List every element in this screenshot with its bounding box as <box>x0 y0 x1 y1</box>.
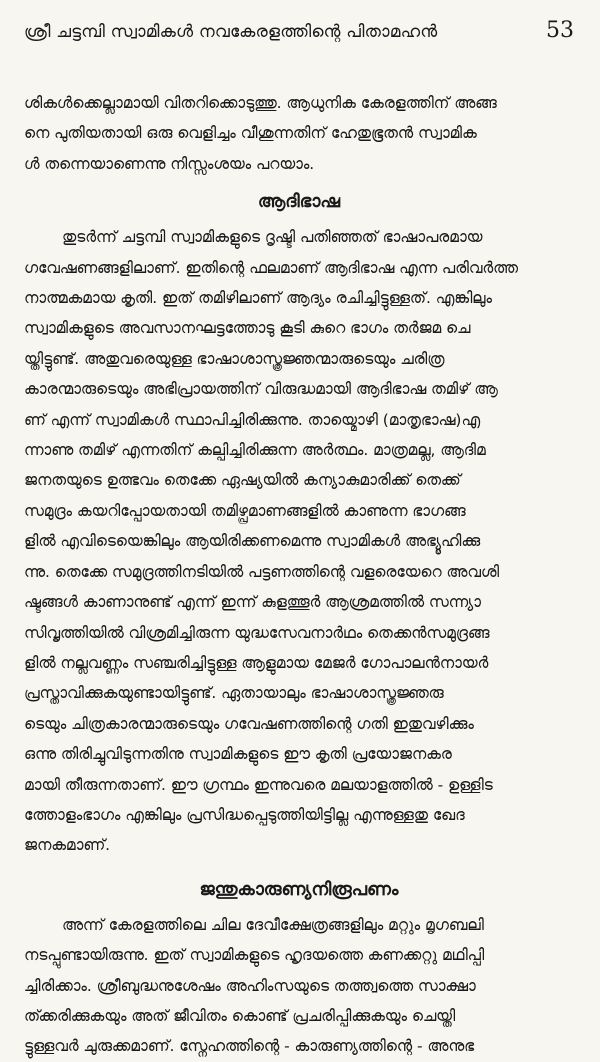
text-line: ത്തോളംഭാഗം എങ്കിലും പ്രസിദ്ധപ്പെടുത്തിയിട്ടില്ല എന്നുള്ളതു ഖേദ <box>24 805 465 824</box>
text-line: ജനതയുടെ ഉത്ഭവം തെക്കേ ഏഷ്യയിൽ കന്യാകുമാരിക്ക് തെക്ക് <box>24 471 461 490</box>
text-line: ത്ക്കരിക്കുകയും അത് ജീവിതം കൊണ്ട് പ്രചരിപ്പിക്കുകയും ചെയ്തി <box>24 1006 456 1025</box>
text-line: ജനകമാണ്. <box>24 836 111 855</box>
text-line: ച്ചിരിക്കാം. ശ്രീബുദ്ധനുശേഷം അഹിംസയുടെ തത്ത്വത്തെ സാക്ഷാ <box>24 976 476 995</box>
text-line: നടപ്പുണ്ടായിരുന്നു. ഇത് സ്വാമികളുടെ ഹൃദയത്തെ കണക്കറ്റു മഥിപ്പി <box>24 946 485 965</box>
text-line: ന്നാണു തമിഴ് എന്നതിന് കല്പിച്ചിരിക്കുന്ന അർത്ഥം. മാത്രമല്ല, ആദിമ <box>24 441 486 460</box>
text-line: ട്ടുള്ളവർ ചുരുക്കമാണ്. സ്നേഹത്തിന്റെ - കാരുണ്യത്തിന്റെ - അനുഭ <box>24 1037 475 1056</box>
text-line: ളിൽ എവിടെയെങ്കിലും ആയിരിക്കണമെന്നു സ്വാമികൾ അഭ്യൂഹിക്കു <box>24 532 481 551</box>
paragraph-2 <box>24 222 574 861</box>
text-line: തുടർന്ന് ചട്ടമ്പി സ്വാമികളുടെ ദൃഷ്ടി പതിഞ്ഞത് ഭാഷാപരമായ <box>62 228 483 247</box>
text-line: ഒന്നു തിരിച്ചുവിടുന്നതിനു സ്വാമികളുടെ ഈ കൃതി പ്രയോജനകര <box>24 745 452 764</box>
text-line: ശികൾക്കെല്ലാമായി വിതറിക്കൊടുത്തു. ആധുനിക കേരളത്തിന് അങ്ങ <box>24 94 497 112</box>
section-heading-adibhasha: ആദിഭാഷ <box>257 191 341 213</box>
text-line: കാരന്മാരുടെയും അഭിപ്രായത്തിന് വിരുദ്ധമായി ആദിഭാഷ തമിഴ് ആ <box>24 380 498 399</box>
text-line: ടെയും ചിത്രകാരന്മാരുടെയും ഗവേഷണത്തിന്റെ ഗതി ഇതുവഴിക്കും <box>24 714 474 733</box>
running-title: ശ്രീ ചട്ടമ്പി സ്വാമികൾ നവകേരളത്തിന്റെ പിതാമഹൻ <box>24 22 438 42</box>
paragraph-1 <box>24 88 574 179</box>
paragraph-3 <box>24 910 574 1062</box>
text-line: പ്രസ്താവിക്കുകയുണ്ടായിട്ടുണ്ട്. ഏതായാലും ഭാഷാശാസ്ത്രജ്ഞരു <box>24 684 444 703</box>
text-line: യ്തിട്ടുണ്ട്. അതുവരെയുള്ള ഭാഷാശാസ്ത്രജ്ഞന്മാരുടെയും ചരിത്ര <box>24 349 445 368</box>
text-line: ഗവേഷണങ്ങളിലാണ്. ഇതിന്റെ ഫലമാണ് ആദിഭാഷ എന്ന പരിവർത്ത <box>24 258 518 277</box>
section-heading-jantukarunya: ജന്തുകാരുണ്യനിരൂപണം <box>199 878 399 900</box>
text-line: സിവൃത്തിയിൽ വിശ്രമിച്ചിരുന്ന യുദ്ധസേവനാർഥം തെക്കൻസമുദ്രങ്ങ <box>24 623 490 642</box>
text-line: ന്നു. തെക്കേ സമുദ്രത്തിനടിയിൽ പട്ടണത്തിന്റെ വളരെയേറെ അവശി <box>24 562 500 581</box>
text-line: സ്വാമികളുടെ അവസാനഘട്ടത്തോടു കൂടി കുറെ ഭാഗം തർജമ ചെ <box>24 319 471 338</box>
text-line: ളിൽ നല്ലവണ്ണം സഞ്ചരിച്ചിട്ടുള്ള ആളുമായ മേജർ ഗോപാലൻനായർ <box>24 653 489 672</box>
text-line: ണ് എന്ന് സ്വാമികൾ സ്ഥാപിച്ചിരിക്കുന്നു. തായ്മൊഴി (മാതൃഭാഷ)എ <box>24 410 480 429</box>
text-line: മായി തീരുന്നതാണ്. ഈ ഗ്രന്ഥം ഇന്നുവരെ മലയാളത്തിൽ - ഉള്ളിട <box>24 775 493 794</box>
page-number: 53 <box>546 18 574 43</box>
text-line: സമുദ്രം കയറിപ്പോയതായി തമിഴ്പ്രമാണങ്ങളിൽ കാണുന്ന ഭാഗങ്ങ <box>24 501 466 520</box>
text-line: ഷ്ടങ്ങൾ കാണാനുണ്ട് എന്ന് ഇന്ന് കുളത്തൂർ ആശ്രമത്തിൽ സന്ന്യാ <box>24 593 481 612</box>
text-line: അന്ന് കേരളത്തിലെ ചില ദേവീക്ഷേത്രങ്ങളിലും മറ്റും മൃഗബലി <box>62 915 484 934</box>
text-line: നെ പുതിയതായി ഒരു വെളിച്ചം വീശുന്നതിന് ഹേതുഭൂതൻ സ്വാമിക <box>24 124 477 143</box>
text-line: നാത്മകമായ കൃതി. ഇത് തമിഴിലാണ് ആദ്യം രചിച്ചിട്ടുള്ളത്. എങ്കിലും <box>24 289 492 308</box>
text-line: ൾ തന്നെയാണെന്നു നിസ്സംശയം പറയാം. <box>24 154 315 173</box>
page-header <box>24 18 574 43</box>
